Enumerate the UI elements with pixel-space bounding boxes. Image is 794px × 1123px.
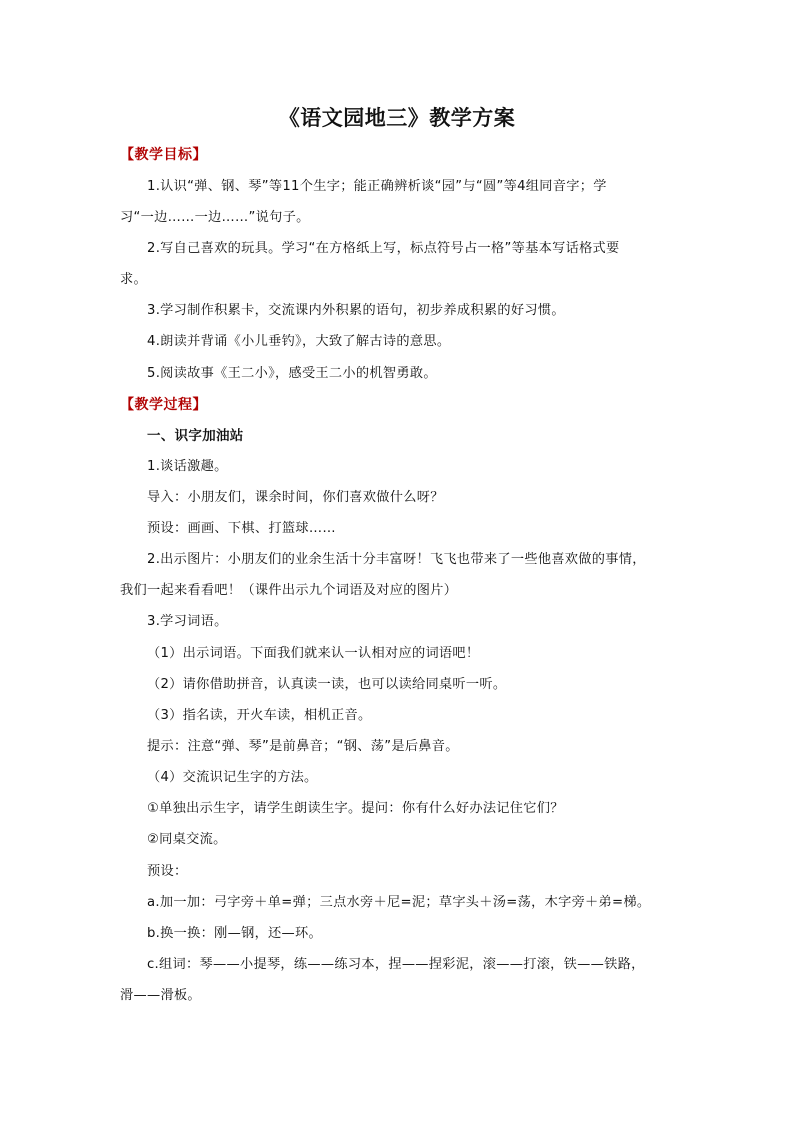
goal-item-4: 4.朗读并背诵《小儿垂钓》，大致了解古诗的意思。 [147, 334, 451, 349]
goal-item-1a: 1.认识“弹、钢、琴”等11个生字；能正确辨析谈“园”与“圆”等4组同音字；学 [147, 179, 607, 194]
process-subheading: 一、识字加油站 [147, 428, 244, 444]
process-line: b.换一换：刚—钢，还—环。 [147, 926, 323, 941]
process-line: c.组词：琴——小提琴，练——练习本，捏——捏彩泥，滚——打滚，铁——铁路， [147, 957, 645, 972]
process-line: （1）出示词语。下面我们就来认一认相对应的词语吧！ [147, 646, 480, 661]
process-line: 预设： [147, 864, 188, 879]
process-line: a.加一加：弓字旁＋单=弹；三点水旁＋尼=泥；草字头＋汤=荡，木字旁＋弟=梯。 [147, 895, 651, 910]
goal-item-2a: 2.写自己喜欢的玩具。学习“在方格纸上写，标点符号占一格”等基本写话格式要 [147, 241, 620, 256]
process-line: 1.谈话激趣。 [147, 459, 228, 474]
process-line: （2）请你借助拼音，认真读一读，也可以读给同桌听一听。 [147, 677, 507, 692]
process-line: 提示：注意“弹、琴”是前鼻音；“钢、荡”是后鼻音。 [147, 739, 459, 754]
goal-item-3: 3.学习制作积累卡，交流课内外积累的语句，初步养成积累的好习惯。 [147, 303, 565, 318]
process-line: 3.学习词语。 [147, 614, 228, 629]
goals-heading: 【教学目标】 [120, 147, 207, 163]
process-line: 2.出示图片：小朋友们的业余生活十分丰富呀！飞飞也带来了一些他喜欢做的事情， [147, 552, 646, 567]
goal-item-2b: 求。 [120, 272, 147, 287]
goal-item-1b: 习“一边……一边……”说句子。 [120, 210, 310, 225]
process-line: ②同桌交流。 [147, 832, 227, 847]
goal-item-5: 5.阅读故事《王二小》，感受王二小的机智勇敢。 [147, 366, 437, 381]
process-line: 预设：画画、下棋、打篮球…… [147, 521, 336, 536]
process-line: 我们一起来看看吧！（课件出示九个词语及对应的图片） [120, 583, 458, 598]
process-heading: 【教学过程】 [120, 397, 207, 413]
process-line: ①单独出示生字，请学生朗读生字。提问：你有什么好办法记住它们？ [147, 801, 564, 816]
page-title: 《语文园地三》教学方案 [278, 105, 516, 130]
process-line: 滑——滑板。 [120, 988, 201, 1003]
process-line: （4）交流识记生字的方法。 [147, 770, 318, 785]
process-line: （3）指名读，开火车读，相机正音。 [147, 708, 372, 723]
process-line: 导入：小朋友们，课余时间，你们喜欢做什么呀？ [147, 490, 444, 505]
